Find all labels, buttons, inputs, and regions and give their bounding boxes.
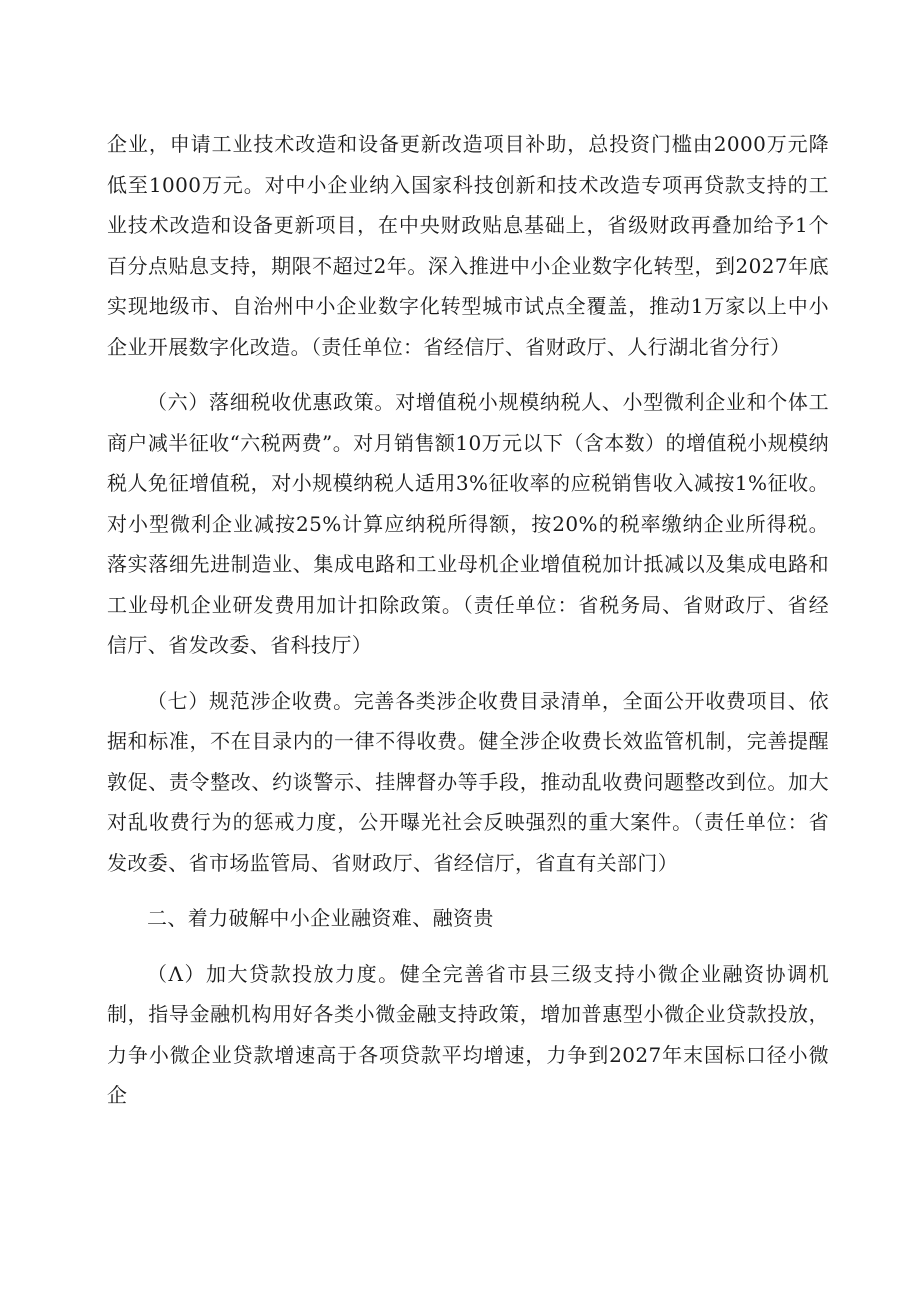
paragraph-loan-issuance: （Λ）加大贷款投放力度。健全完善省市县三级支持小微企业融资协调机制，指导金融机构用好各类小微金融支持政策，增加普惠型小微企业贷款投放，力争小微企业贷款增速高于各项贷款平均增速，力争到2027年末国标口径小微企: [107, 961, 829, 1107]
section-heading-financing: 二、着力破解中小企业融资难、融资贵: [147, 906, 494, 930]
document-body: [107, 124, 829, 1116]
paragraph-tax-incentives: （六）落细税收优惠政策。对增值税小规模纳税人、小型微利企业和个体工商户减半征收“六税两费”。对月销售额10万元以下（含本数）的增值税小规模纳税人免征增值税，对小规模纳税人适用3%征收率的应税销售收入减按1%征收。对小型微利企业减按25%计算应纳税所得额，按20%的税率缴纳企业所得税。落实落细先进制造业、集成电路和工业母机企业增值税加计抵减以及集成电路和工业母机企业研发费用加计扣除政策。（责任单位：省税务局、省财政厅、省经信厅、省发改委、省科技厅）: [107, 390, 829, 657]
paragraph-enterprise-fees: （七）规范涉企收费。完善各类涉企收费目录清单，全面公开收费项目、依据和标准，不在目录内的一律不得收费。健全涉企收费长效监管机制，完善提醒敦促、责令整改、约谈警示、挂牌督办等手段，推动乱收费问题整改到位。加大对乱收费行为的惩戒力度，公开曝光社会反映强烈的重大案件。（责任单位：省发改委、省市场监管局、省财政厅、省经信厅，省直有关部门）: [107, 688, 829, 875]
paragraph-tech-upgrade-continuation: 企业，申请工业技术改造和设备更新改造项目补助，总投资门槛由2000万元降低至1000万元。对中小企业纳入国家科技创新和技术改造专项再贷款支持的工业技术改造和设备更新项目，在中央财政贴息基础上，省级财政再叠加给予1个百分点贴息支持，期限不超过2年。深入推进中小企业数字化转型，到2027年底实现地级市、自治州中小企业数字化转型城市试点全覆盖，推动1万家以上中小企业开展数字化改造。（责任单位：省经信厅、省财政厅、人行湖北省分行）: [107, 132, 829, 359]
